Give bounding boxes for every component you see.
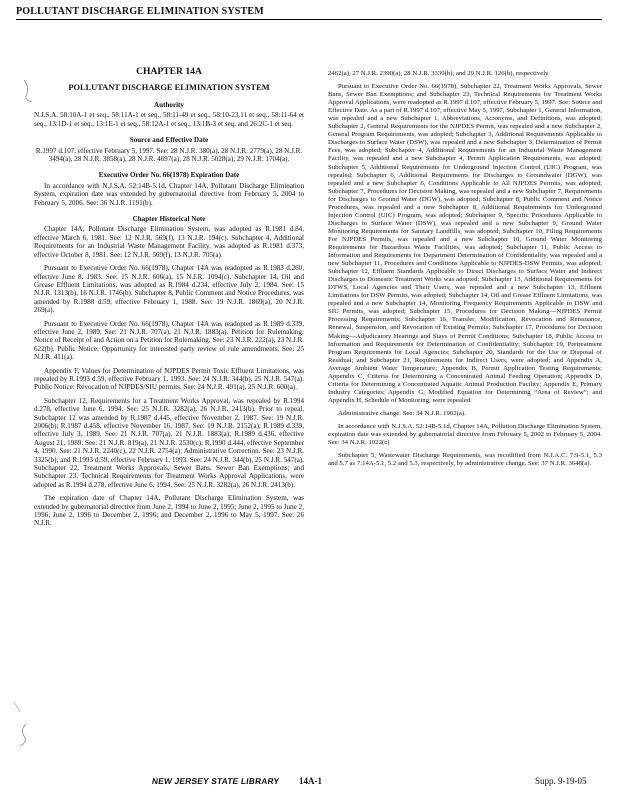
left-column (34, 66, 304, 533)
history-paragraph: Subchapter 5, Wastewater Discharge Requirements, was recodified from N.J.A.C. 7:9-5.1, 5.3 and 5.7 as 7:14A-5.1, 5.2 and 5.3, respectively, by administrative change. See: 37 N.J.R. 3648(a). (328, 452, 602, 468)
executive-order-text: In accordance with N.J.S.A. 52:14B-5.1d, Chapter 14A, Pollutant Discharge Elimination System, expiration date was extended by gubernatorial directive from February 5, 2004 to February 5, 2006. See: 36 N.J.R. 1191(b). (34, 181, 304, 207)
historical-paragraph: Chapter 14A, Pollutant Discharge Elimination System, was adopted as R.1981 d.84, effective March 6, 1981. See: 12 N.J.R. 569(f), 13 N.J.R. 194(c). Subchapter 4, Additional Requirements for an Industrial Waste Management Facility, was adopted as R.1981 d.373, effective October 8, 1981. See: 12 N.J.R. 569(f), 13 N.J.R. 705(a). (34, 225, 304, 259)
history-paragraph: In accordance with N.J.S.A. 52:14B-5.1d, Chapter 14A, Pollution Discharge Elimination System, expiration date was extended by gubernatorial directive from February 5, 2002 to February 5, 2004. See: 34 N.J.R. 1022(c) (328, 422, 602, 447)
historical-paragraph: Pursuant to Executive Order No. 66(1978), Chapter 14A was readopted as R.1983 d.260, effective June 8, 1983. See: 15 N.J.R. 606(a), 15 N.J.R. 1094(c). Subchapter 14, Oil and Grease Effluent Limitations, was adopted as R.1984 d.234, effective July 2, 1984. See: 15 N.J.R. 1313(b), 16 N.J.R. 1746(b). Subchapter 8, Public Comment and Notice Procedures, was amended by R.1988 d.59, effective February 1, 1988. See: 19 N.J.R. 1869(a), 20 N.J.R. 269(a). (34, 264, 304, 315)
executive-order-heading: Executive Order No. 66(1978) Expiration Date (98, 171, 240, 180)
right-column (328, 70, 602, 473)
historical-paragraph: Pursuant to Executive Order No. 66(1978), Chapter 14A was readopted as R.1989 d.339, effective June 2, 1989. See: 21 N.J.R. 707(a), 21 N.J.R. 1883(a). Petition for Rulemaking: Notice of Receipt of and Action on a Petition for Rulemaking. See: 23 N.J.R. 222(a), 23 N.J.R. 622(b). Public Notice: Opportunity for interested party review of rule amendments. See: 25 N.J.R. 411(a). (34, 319, 304, 362)
source-text: R.1997 d.107, effective February 5, 1997. See: 28 N.J.R. 380(a), 28 N.J.R. 2779(a), 28 N.J.R. 3494(a), 28 N.J.R. 3858(a), 28 N.J.R. 4697(a), 28 N.J.R. 5028(a), 29 N.J.R. 1704(a). (35, 146, 303, 164)
authority-text: N.J.S.A. 58:10A-1 et seq., 58:11A-1 et seq., 58:11-49 et seq., 58:10-23.11 et seq., 58:11-64 et seq., 13:1D-1 et seq., 13:1E-1 et seq., 58:12A-1 et seq., 13:1B-3 et seq. and 26:2C-1 et seq. (34, 111, 304, 128)
library-stamp: NEW JERSEY STATE LIBRARY (151, 776, 281, 786)
historical-paragraph: The expiration date of Chapter 14A, Pollutant Discharge Elimination System, was extended by gubernatorial directive from June 2, 1994 to June 2, 1995; June 2, 1995 to June 2, 1996; June 2, 1996 to December 2, 1996; and December 2, 1996 to May 5, 1997. See: 26 N.J.R. (34, 494, 304, 528)
chapter-label: CHAPTER 14A (136, 66, 202, 77)
supplement-date: Supp. 9-19-05 (535, 776, 587, 786)
historical-note-heading: Chapter Historical Note (132, 215, 206, 224)
authority-heading: Authority (154, 101, 184, 109)
historical-paragraph: Appendix F, Values for Determination of NJPDES Permit Toxic Effluent Limitations, was repealed by R.1993 d.59, effective February 1, 1993. See: 24 N.J.R. 344(b), 25 N.J.R. 547(a). Public Notice: Revocation of NJPDES/SIU permits. See: 24 N.J.R. 491(a), 25 N.J.R. 600(a). (34, 366, 304, 392)
margin-mark-side (12, 700, 22, 714)
continued-paragraph: 2462(a), 27 N.J.R. 2390(a), 28 N.J.R. 3330(b), and 29 N.J.R. 126(b), respectively. (328, 70, 550, 77)
source-heading: Source and Effective Date (129, 136, 209, 145)
history-paragraph: Administrative change. See: 34 N.J.R. 1902(a). (338, 409, 466, 417)
page-number: 14A-1 (299, 776, 322, 786)
running-header (16, 6, 602, 20)
historical-paragraph: Subchapter 12, Requirements for a Treatment Works Approval, was repealed by R.1994 d.278, effective June 6, 1994. See: 25 N.J.R. 3282(a), 26 N.J.R. 2413(b). Prior to repeal, Subchapter 12 was amended by R.1987 d.445, effective November 2, 1987. See: 19 N.J.R. 2006(b); R.1987 d.458, effective November 16, 1987. See: 19 N.J.R. 2152(a); R.1989 d.339, effective July 3, 1989. See: 21 N.J.R. 707(a), 21 N.J.R. 1883(a); R.1989 d.436, effective August 21, 1989. See: 21 N.J.R. 819(a), 21 N.J.R. 2530(c); R.1990 d.444, effective September 4, 1990. See: 21 N.J.R. 2240(c), 22 N.J.R. 2754(a); Administrative Correction. See: 23 N.J.R. 3325(b); and R.1993 d.59, effective February 1, 1993. See: 24 N.J.R. 344(b), 25 N.J.R. 547(a). Subchapter 22, Treatment Works Approvals, Sewer Bans, Sewer Ban Exemptions; and Subchapter 23, Technical Requirements for Treatment Works Approval Applications, were adopted as R.1994 d.278, effective June 6, 1994. See: 25 N.J.R. 3282(a), 26 N.J.R. 2413(b). (34, 396, 304, 489)
chapter-title: POLLUTANT DISCHARGE ELIMINATION SYSTEM (68, 83, 270, 92)
running-title: POLLUTANT DISCHARGE ELIMINATION SYSTEM (16, 6, 264, 17)
page-footer (0, 776, 618, 792)
margin-mark-bottom (16, 722, 30, 748)
history-paragraph: Pursuant to Executive Order No. 66(1978), Subchapter 22, Treatment Works Approvals, Sewer Bans, Sewer Ban Exemptions; and Subchapter 23, Technical Requirements for Treatment Works Approval Applications, were readopted as R.1997 d.107, effective February 5, 1997. See: Source and Effective Date. As a part of R.1997 d.107, effective May 5, 1997, Subchapter 1, General Information, was repealed and a new Subchapter 1, Abbreviations, Acronyms, and Definitions, was adopted; Subchapter 2, General Requirements for the NJPDES Permit, was repealed and a new Subchapter 2, General Program Requirements, was adopted; Subchapter 3, Additional Requirements Applicable to Discharges to Surface Water (DSW), was repealed and a new Subchapter 3, Determination of Permit Fees, was adopted; Subchapter 4, Additional Requirements for an Industrial Waste Management Facility, was repealed and a new Subchapter 4, Permit Application Requirements, was adopted; Subchapter 5, Additional Requirements for Underground Injection Control (UIC) Program, was repealed; Subchapter 6, Additional Requirements for Discharges to Groundwater (DGW), was repealed and a new Subchapter 6, Conditions Applicable to All NJPDES Permits, was adopted; Subchapter 7, Procedures for Decision Making, was repealed and a new Subchapter 7, Requirements for Discharges to Ground Water (DGW), was adopted; Subchapter 8, Public Comment and Notice Procedures, was repealed and a new Subchapter 8, Additional Requirements for Underground Injection Control (UIC) Program, was adopted; Subchapter 9, Specific Procedures Applicable to Discharges to Surface Water (DSW), was repealed and a new Subchapter 9, Ground Water Monitoring Requirements for Sanitary Landfills, was adopted; Subchapter 10, Filing Requirements For NJPDES Permits, was repealed and a new Subchapter 10, Ground Water Monitoring Requirements for Hazardous Waste Facilities, was adopted; Subchapter 11, Public Access to Information and Requirements for Department Determination of Confidentiality, was repealed and a new Subchapter 11, Procedures and Conditions Applicable to NJPDES-DSW Permits, was adopted; Subchapter 12, Effluent Standards Applicable to Direct Discharges to Surface Water and Indirect Discharges to Domestic Treatment Works was adopted; Subchapter 13, Additional Requirements for DTWS, Local Agencies and Their Users, was repealed and a new Subchapter 13, Effluent Limitations for DSW Permits, was adopted; Subchapter 14, Oil and Grease Effluent Limitations, was repealed and a new Subchapter 14, Monitoring Frequency Requirements Applicable to DSW and SIU Permits, was adopted; Subchapter 15, Procedures for Decision Making—NJPDES Permit Processing Requirements; Subchapter 16, Transfer, Modification, Revocation and Reissuance, Renewal, Suspension, and Revocation of Existing Permits; Subchapter 17, Procedures for Decision Making—Adjudicatory Hearings and Stays of Permit Conditions; Subchapter 18, Public Access to Information and Requirements for Determination of Confidentiality; Subchapter 19, Pretreatment Program Requirements for Local Agencies; Subchapter 20, Standards for the Use or Disposal of Residual; and Subchapter 21, Requirements for Indirect Users, were adopted; and Appendix A, Average Ambient Water Temperature; Appendix B, Permit Application Testing Requirements; Appendix C, Criteria for Determining a Concentrated Animal Feeding Operation; Appendix D, Criteria for Determining a Concentrated Aquatic Animal Production Facility; Appendix E, Primary Industry Categories; Appendix G, Modified Equation for Determining “Area of Review”; and Appendix H, Schedule of Monitoring, were repealed. (328, 83, 602, 404)
